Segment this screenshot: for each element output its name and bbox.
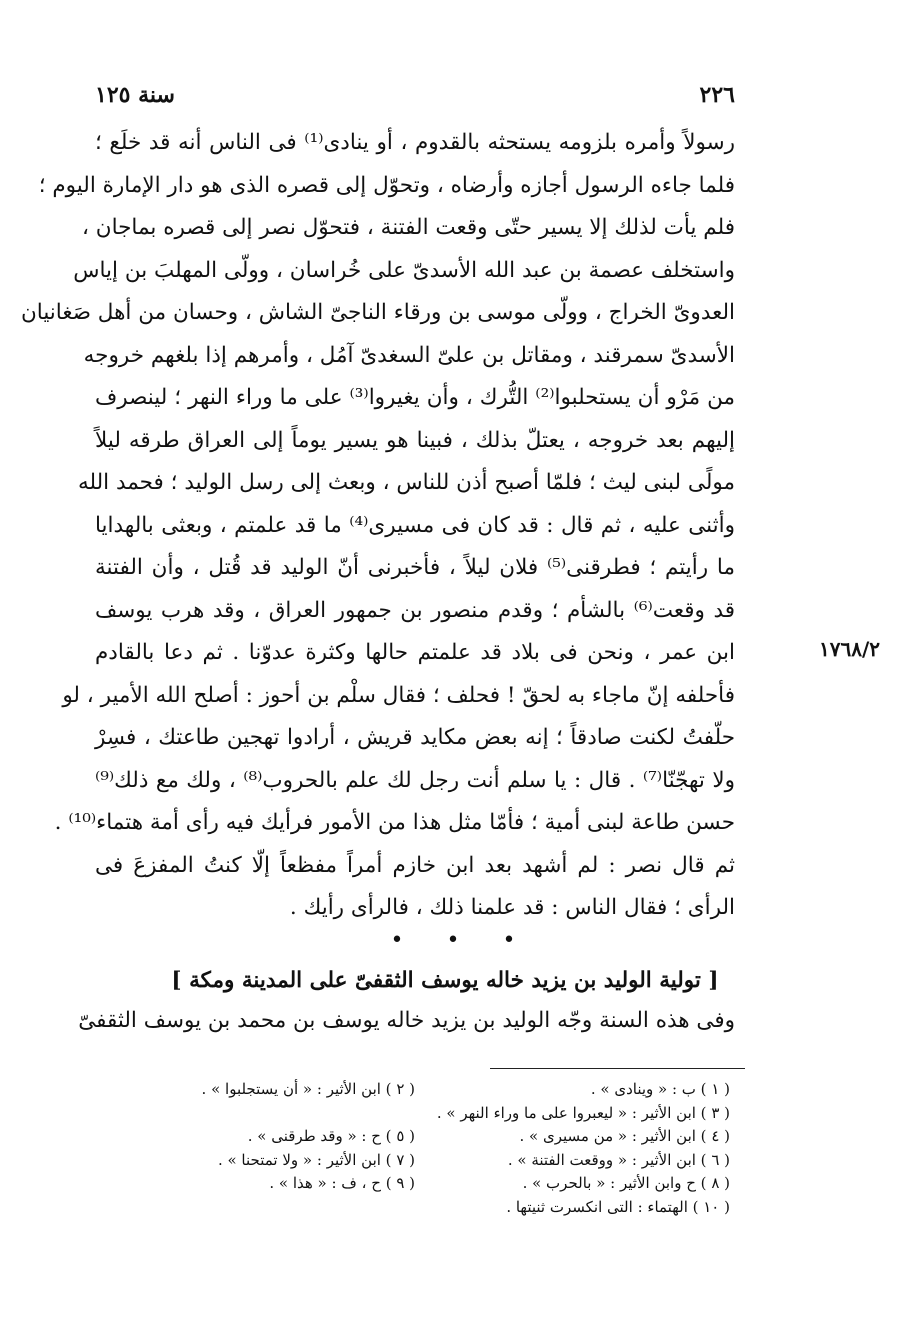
page-number: ٢٢٦ (699, 82, 735, 108)
text-line: ثم قال نصر : لم أشهد بعد ابن خازم أمراً مفظعاً إلّا كنتُ المفزعَ فى (95, 852, 735, 878)
text-line: العدوىّ الخراج ، وولّى موسى بن ورقاء الناجىّ الشاش ، وحسان من أهل صَغانيان (20, 300, 735, 325)
footnote: ( ٤ ) ابن الأثير : « من مسيرى » . (519, 1127, 730, 1145)
footnote: ( ٦ ) ابن الأثير : « ووقعت الفتنة » . (507, 1150, 730, 1169)
footnote-row (100, 1196, 730, 1220)
text-line: فلم يأت لذلك إلا يسير حتّى وقعت الفتنة ، فتحوّل نصر إلى قصره بماجان ، (82, 215, 735, 240)
footnote-row (100, 1149, 730, 1173)
footnote: ( ٨ ) ح وابن الأثير : « بالحرب » . (522, 1174, 730, 1192)
footnote-row (100, 1125, 730, 1149)
footnote: ( ٩ ) ح ، ف : « هذا » . (269, 1174, 415, 1192)
footnote: ( ١ ) ب : « وينادى » . (590, 1080, 730, 1098)
text-line: فأحلفه إنّ ماجاء به لحقّ ! فحلف ؛ فقال سلْم بن أحوز : أصلح الله الأمير ، لو (62, 682, 735, 708)
footnote-rule (490, 1068, 745, 1069)
section-title: [ تولية الوليد بن يزيد خاله يوسف الثقفىّ على المدينة ومكة ] (171, 968, 719, 993)
section-separator: • • • (390, 928, 534, 953)
text-line: رسولاً وأمره بلزومه يستحثه بالقدوم ، أو ينادى⁽¹⁾ فى الناس أنه قد خلَع ؛ (95, 130, 735, 155)
text-line: إليهم بعد خروجه ، يعتلّ بذلك ، فبينا هو يسير يوماً إلى العراق طرقه ليلاً (95, 427, 735, 453)
text-line: ابن عمر ، ونحن فى بلاد قد علمتم حالها وكثرة عدوّنا . ثم دعا بالقادم (95, 640, 735, 665)
text-line: ولا تهجّنّا⁽⁷⁾ . قال : يا سلم أنت رجل لك علم بالحروب⁽⁸⁾ ، ولك مع ذلك⁽⁹⁾ (95, 767, 735, 793)
footnote: ( ٧ ) ابن الأثير : « ولا تمتحنا » . (217, 1150, 415, 1169)
footnote-row (100, 1172, 730, 1196)
main-text (20, 122, 736, 930)
page-header (95, 82, 735, 116)
text-line: ما رأيتم ؛ فطرقنى⁽⁵⁾ فلان ليلاً ، فأخبرنى أنّ الوليد قد قُتل ، وأن الفتنة (95, 555, 735, 580)
footnote: ( ٣ ) ابن الأثير : « ليعبروا على ما وراء النهر » . (436, 1103, 730, 1122)
text-line: مولًى لبنى ليث ؛ فلمّا أصبح أذن للناس ، وبعث إلى رسل الوليد ؛ فحمد الله (77, 470, 735, 495)
text-line: من مَرْو أن يستحلبوا⁽²⁾ التُّرك ، وأن يغيروا⁽³⁾ على ما وراء النهر ؛ لينصرف (95, 385, 736, 410)
text-line: وأثنى عليه ، ثم قال : قد كان فى مسيرى⁽⁴⁾ ما قد علمتم ، وبعثى بالهدايا (95, 512, 736, 538)
text-line: فلما جاءه الرسول أجازه وأرضاه ، وتحوّل إلى قصره الذى هو دار الإمارة اليوم ؛ (38, 172, 735, 198)
footnote: ( ١٠ ) الهتماء : التى انكسرت ثنيتها . (506, 1197, 730, 1216)
footnote-row (100, 1078, 730, 1102)
footnotes (100, 1078, 730, 1219)
footnote-row (100, 1102, 730, 1126)
text-line: حسن طاعة لبنى أمية ؛ فأمّا مثل هذا من الأمور فرأيك فيه رأى أمة هتماء⁽¹⁰⁾ . (54, 810, 735, 835)
text-line: الرأى ؛ فقال الناس : قد علمنا ذلك ، فالرأى رأيك . (289, 895, 735, 920)
margin-reference: ١٧٦٨/٢ (818, 637, 880, 661)
footnote: ( ٢ ) ابن الأثير : « أن يستجلبوا » . (201, 1080, 415, 1098)
text-line: قد وقعت⁽⁶⁾ بالشأم ؛ وقدم منصور بن جمهور العراق ، وقد هرب يوسف (95, 597, 736, 623)
footnote: ( ٥ ) ح : « وقد طرقنى » . (247, 1127, 415, 1145)
text-line: حلّفتُ لكنت صادقاً ؛ إنه بعض مكايد قريش ، أرادوا تهجين طاعتك ، فسِرْ (95, 725, 735, 750)
year-label: سنة ١٢٥ (95, 82, 175, 108)
text-line: واستخلف عصمة بن عبد الله الأسدىّ على خُراسان ، وولّى المهلبَ بن إياس (73, 257, 735, 283)
text-line: الأسدىّ سمرقند ، ومقاتل بن علىّ السغدىّ آمُل ، وأمرهم إذا بلغهم خروجه (83, 342, 735, 368)
section-first-line: وفى هذه السنة وجّه الوليد بن يزيد خاله يوسف بن محمد بن يوسف الثقفىّ (78, 1008, 735, 1033)
